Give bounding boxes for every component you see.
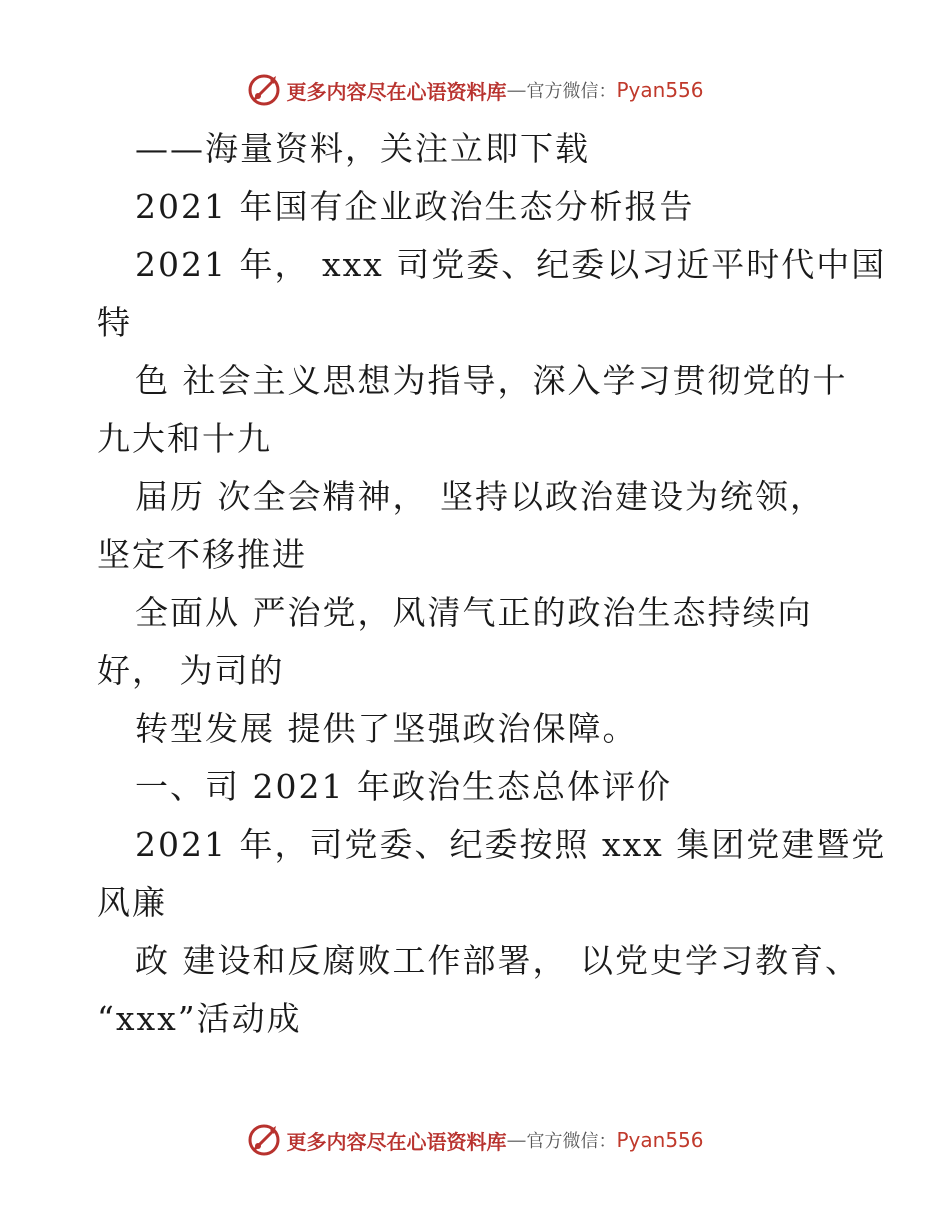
watermark-wechat-id: Pyan556 [616,78,704,102]
doc-line: 风廉 [97,883,167,922]
doc-line: “xxx”活动成 [97,999,302,1038]
doc-line: 届历 次全会精神， 坚持以政治建设为统领， [135,477,825,516]
doc-line: 全面从 严治党，风清气正的政治生态持续向 [135,593,813,632]
doc-line: ——海量资料，关注立即下载 [135,129,590,168]
doc-line: 九大和十九 [97,419,272,458]
doc-line: 特 [97,303,132,342]
doc-line: 好， 为司的 [97,651,285,690]
doc-line: 转型发展 提供了坚强政治保障。 [135,709,638,748]
quill-seal-icon [246,72,282,108]
watermark-brand: 更多内容尽在心语资料库 [286,79,507,104]
watermark-banner-bottom [0,1120,950,1160]
doc-line: 色 社会主义思想为指导，深入学习贯彻党的十 [135,361,848,400]
watermark-brand: 更多内容尽在心语资料库 [286,1129,507,1154]
watermark-separator: — [506,78,527,102]
doc-title: 2021 年国有企业政治生态分析报告 [135,187,695,226]
document-body [97,120,887,1048]
doc-line: 政 建设和反腐败工作部署， 以党史学习教育、 [135,941,860,980]
watermark-wechat-id: Pyan556 [616,1128,704,1152]
doc-line: 2021 年， xxx 司党委、纪委以习近平时代中国 [135,245,887,284]
watermark-wechat-label: 官方微信： [526,1131,617,1152]
watermark-wechat-label: 官方微信： [526,81,617,102]
watermark-banner-top [0,70,950,110]
section-heading: 一、司 2021 年政治生态总体评价 [135,767,672,806]
quill-seal-icon [246,1122,282,1158]
doc-line: 2021 年，司党委、纪委按照 xxx 集团党建暨党 [135,825,887,864]
doc-line: 坚定不移推进 [97,535,307,574]
watermark-separator: — [506,1128,527,1152]
